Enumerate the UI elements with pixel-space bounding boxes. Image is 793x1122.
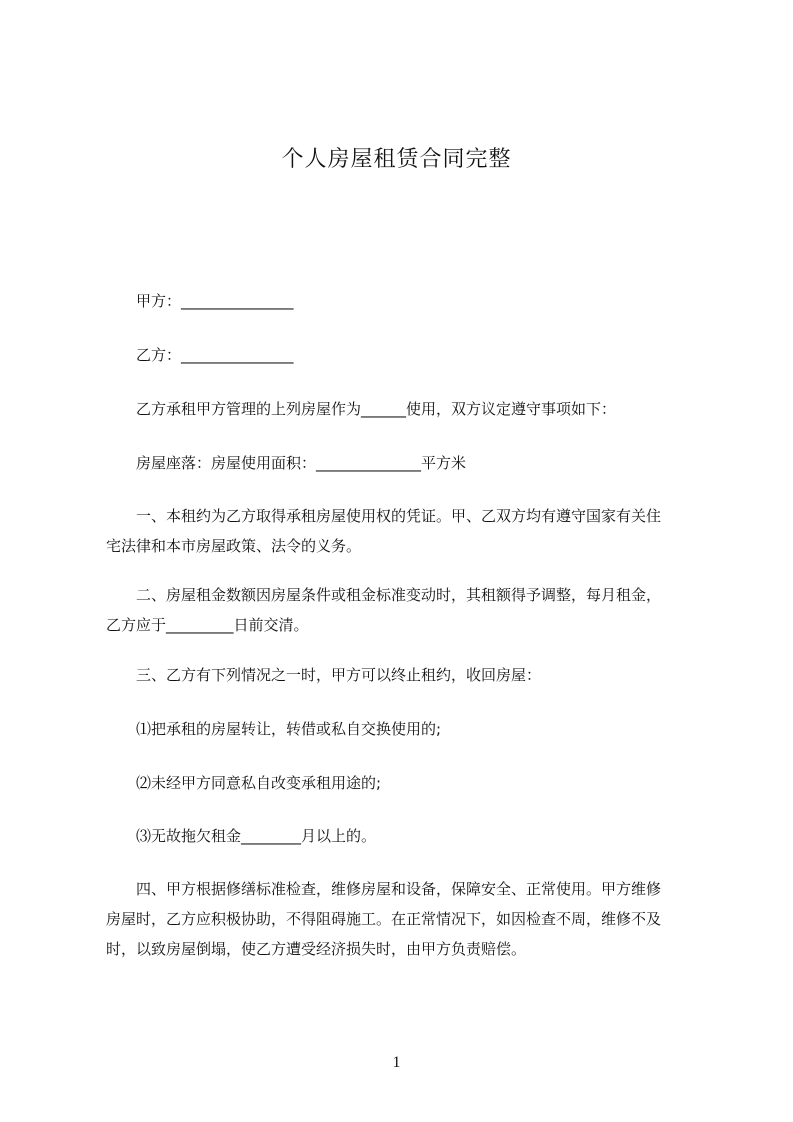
clause-4	[106, 874, 706, 964]
clause-2-line-2: 乙方应于_________日前交清。	[106, 616, 309, 634]
clause-1-line-1: 一、本租约为乙方取得承租房屋使用权的凭证。甲、乙双方均有遵守国家有关住	[136, 507, 662, 525]
clause-3-item-3: ⑶无故拖欠租金________月以上的。	[136, 827, 377, 845]
document-title: 个人房屋租赁合同完整	[281, 147, 512, 172]
clause-1	[106, 501, 706, 561]
location-area-line: 房屋座落：房屋使用面积：______________平方米	[136, 454, 467, 472]
clause-1-line-2: 宅法律和本市房屋政策、法令的义务。	[106, 537, 362, 555]
clause-2-line-1: 二、房屋租金数额因房屋条件或租金标准变动时，其租额得予调整，每月租金，	[136, 586, 662, 604]
clause-3-item-2: ⑵未经甲方同意私自改变承租用途的;	[136, 774, 382, 792]
party-a-line: 甲方：_______________	[136, 292, 294, 310]
clause-3-item-1: ⑴把承租的房屋转让，转借或私自交换使用的;	[136, 720, 442, 738]
clause-4-line-2: 房屋时，乙方应积极协助，不得阻碍施工。在正常情况下，如因检查不周，维修不及	[106, 910, 662, 928]
clause-4-line-1: 四、甲方根据修缮标准检查，维修房屋和设备，保障安全、正常使用。甲方维修	[136, 880, 662, 898]
clause-2	[106, 580, 706, 640]
clause-4-line-3: 时，以致房屋倒塌，使乙方遭受经济损失时，由甲方负责赔偿。	[106, 940, 527, 958]
party-b-line: 乙方：_______________	[136, 346, 294, 364]
clause-3-heading: 三、乙方有下列情况之一时，甲方可以终止租约，收回房屋：	[136, 666, 542, 684]
page-number: 1	[392, 1054, 401, 1071]
intro-paragraph: 乙方承租甲方管理的上列房屋作为______使用，双方议定遵守事项如下：	[136, 400, 617, 418]
